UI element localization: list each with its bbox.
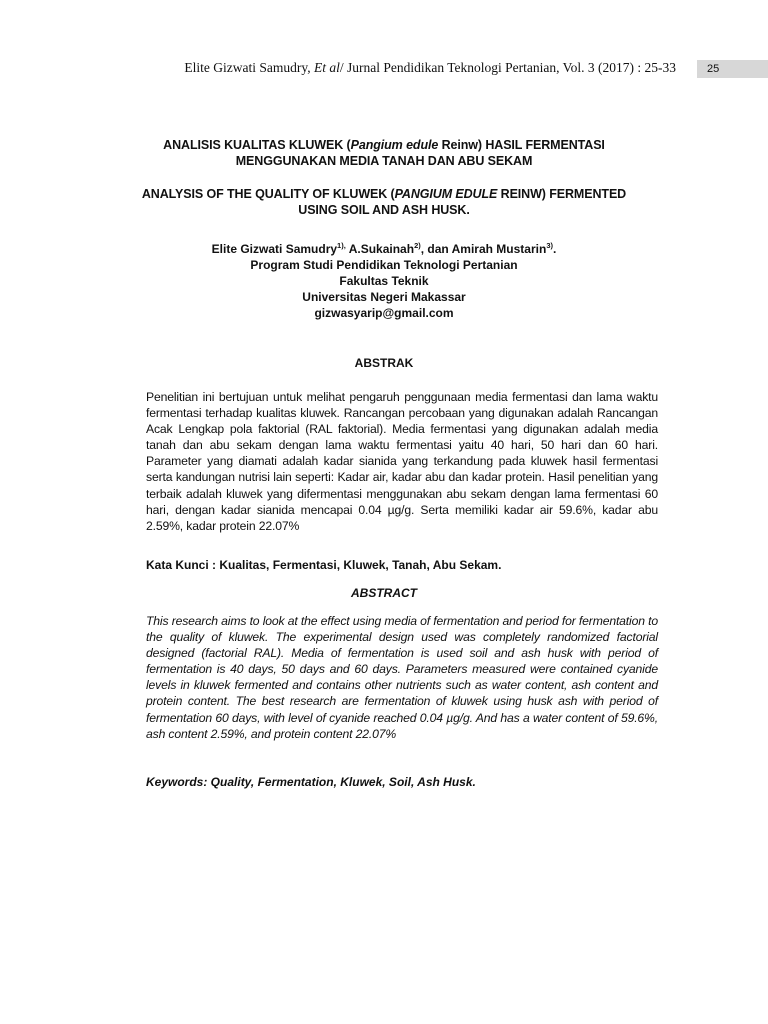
title-en-species: PANGIUM EDULE xyxy=(394,187,498,201)
title-english xyxy=(130,186,638,218)
author-3: , dan Amirah Mustarin xyxy=(420,242,547,256)
title-id-species: Pangium edule xyxy=(350,138,439,152)
title-en-part2: REINW) FERMENTED xyxy=(497,187,627,201)
keywords: Keywords: Quality, Fermentation, Kluwek, Soil, Ash Husk. xyxy=(146,775,476,789)
kata-kunci: Kata Kunci : Kualitas, Fermentasi, Kluwek, Tanah, Abu Sekam. xyxy=(146,558,502,572)
affiliation-university: Universitas Negeri Makassar xyxy=(302,290,466,304)
title-indonesian xyxy=(130,137,638,169)
header-etal: Et al xyxy=(313,60,340,75)
author-email: gizwasyarip@gmail.com xyxy=(314,306,454,320)
affiliation-faculty: Fakultas Teknik xyxy=(339,274,429,288)
author-names xyxy=(130,238,638,257)
running-header xyxy=(0,60,676,76)
abstrak-heading: ABSTRAK xyxy=(354,356,414,370)
affiliation-program: Program Studi Pendidikan Teknologi Pertanian xyxy=(250,258,518,272)
author-2: A.Sukainah xyxy=(345,242,415,256)
abstract-text: This research aims to look at the effect using media of fermentation and period for fermentation to the quality of kluwek. The experimental design used was completely randomized factorial designed (factorial RAL). Media of fermentation is used soil and ash husk with period of fermentation is 40 days, 50 days and 60 days. Parameters measured were contained cyanide levels in kluwek fermented and contains other nutrients such as water content, ash content and protein content. The best research are fermentation of kluwek using husk ash with period of fermentation 60 days, with level of cyanide reached 0.04 µg/g. And has a water content of 59.6%, ash content 2.59%, and protein content 22.07% xyxy=(146,614,658,741)
title-en-part1: ANALYSIS OF THE QUALITY OF KLUWEK ( xyxy=(141,187,395,201)
author-end: . xyxy=(552,242,557,256)
page-number: 25 xyxy=(697,60,768,78)
title-id-line2: MENGGUNAKAN MEDIA TANAH DAN ABU SEKAM xyxy=(235,154,533,168)
abstrak-text: Penelitian ini bertujuan untuk melihat pengaruh penggunaan media fermentasi dan lama waktu fermentasi terhadap kualitas kluwek. Rancangan percobaan yang digunakan adalah Rancangan Acak Lengkap pola faktorial (RAL faktorial). Media fermentasi yang digunakan adalah media tanah dan abu sekam dengan lama waktu fermentasi yaitu 40 hari, 50 hari dan 60 hari. Parameter yang diamati adalah kadar sianida yang terkandung pada kluwek hasil fermentasi serta kandungan nutrisi lain seperti: Kadar air, kadar abu dan kadar protein. Hasil penelitian yang terbaik adalah kluwek yang difermentasi menggunakan abu sekam dengan lama fermentasi 60 hari, dengan kadar sianida mencapai 0.04 µg/g. Serta memiliki kadar air 59.6%, kadar abu 2.59%, kadar protein 22.07% xyxy=(146,390,658,533)
title-en-line2: USING SOIL AND ASH HUSK. xyxy=(298,203,470,217)
author-block xyxy=(130,238,638,321)
title-id-part2: Reinw) HASIL FERMENTASI xyxy=(438,138,605,152)
author-2-sup: 2) xyxy=(414,241,421,250)
title-id-part1: ANALISIS KUALITAS KLUWEK ( xyxy=(163,138,351,152)
header-author: Elite Gizwati Samudry, xyxy=(184,60,314,75)
header-journal: / Jurnal Pendidikan Teknologi Pertanian, Vol. 3 (2017) : 25-33 xyxy=(339,60,676,75)
author-3-sup: 3) xyxy=(546,241,553,250)
author-1: Elite Gizwati Samudry xyxy=(211,242,338,256)
author-1-sup: 1), xyxy=(337,241,346,250)
abstract-heading: ABSTRACT xyxy=(351,586,417,600)
